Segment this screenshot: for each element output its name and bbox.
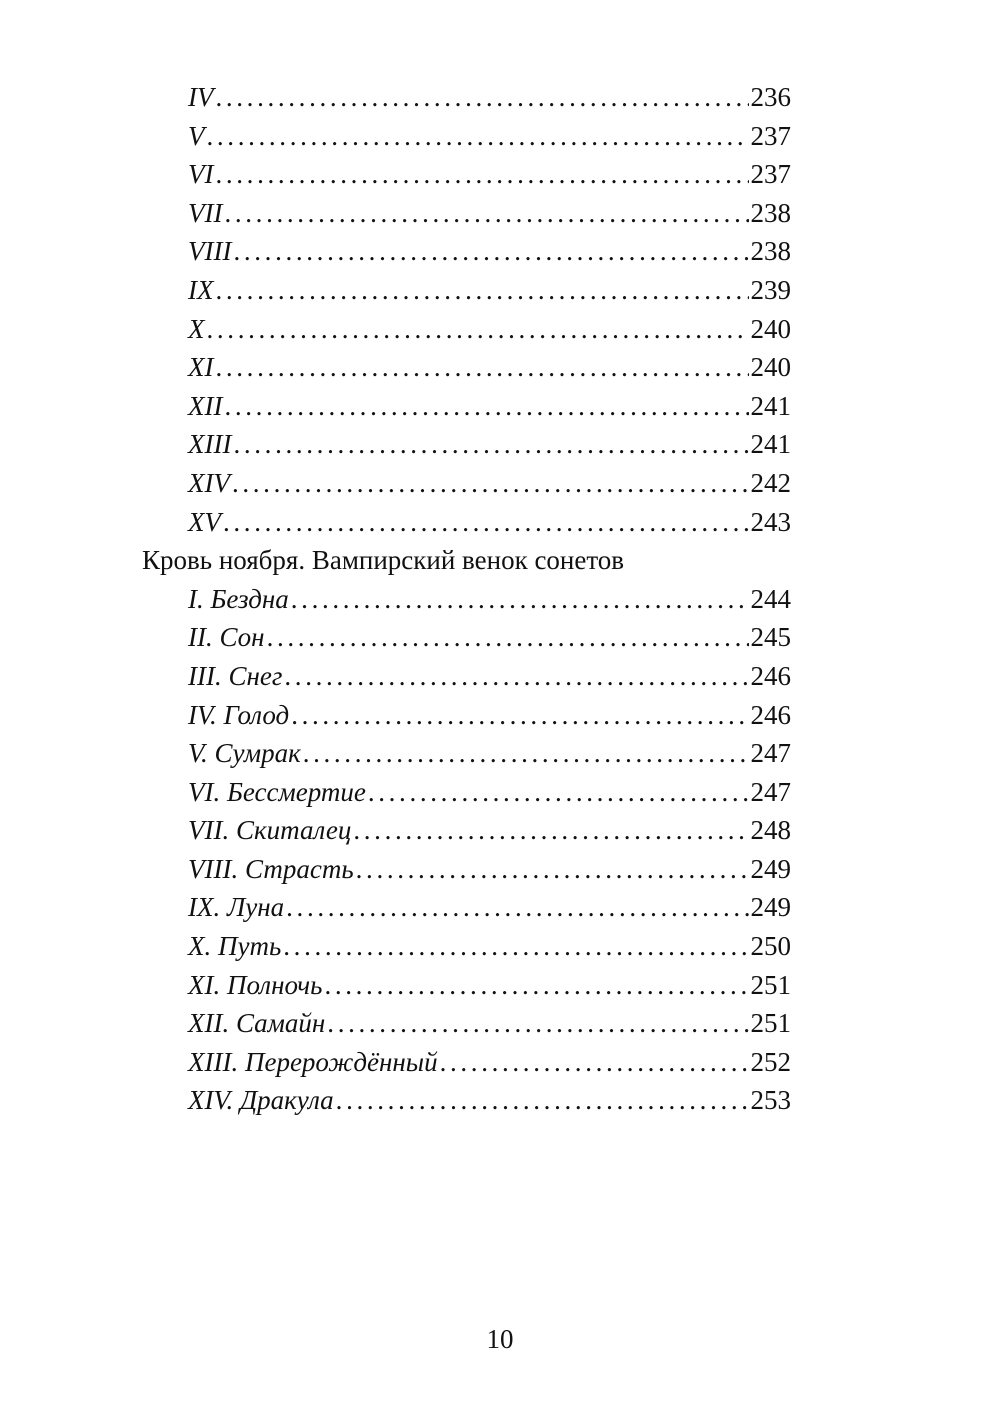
toc-leader-dots xyxy=(353,811,748,850)
toc-leader-dots xyxy=(291,580,749,619)
toc-entry xyxy=(188,348,791,387)
toc-entry-page: 240 xyxy=(750,352,791,383)
toc-entry-page: 250 xyxy=(750,931,791,962)
toc-entry-page: 247 xyxy=(750,776,791,807)
toc-entry-title: XIV xyxy=(188,467,230,498)
toc-entry-title: IX xyxy=(188,274,214,305)
toc-leader-dots xyxy=(207,310,749,349)
toc-leader-dots xyxy=(284,657,748,696)
toc-entry-page: 249 xyxy=(750,853,791,884)
toc-entry-row xyxy=(0,657,1000,696)
toc-leader-dots xyxy=(207,117,749,156)
toc-entry-page: 246 xyxy=(750,699,791,730)
toc-leader-dots xyxy=(232,464,749,503)
toc-entry-page: 240 xyxy=(750,313,791,344)
toc-leader-dots xyxy=(215,78,748,117)
toc-entry-title: III. Снег xyxy=(188,660,283,691)
toc-entry-title: XIII. Перерождённый xyxy=(188,1046,438,1077)
toc-entry-page: 237 xyxy=(750,159,791,190)
toc-entry xyxy=(188,117,791,156)
toc-entry-page: 241 xyxy=(750,390,791,421)
toc-entry-row xyxy=(0,773,1000,812)
toc-leader-dots xyxy=(368,773,749,812)
toc-entry-page: 252 xyxy=(750,1046,791,1077)
toc-entry xyxy=(188,734,791,773)
toc-entry xyxy=(188,1043,791,1082)
toc-entry xyxy=(188,310,791,349)
toc-entry-page: 248 xyxy=(750,815,791,846)
toc-entry-row xyxy=(0,464,1000,503)
toc-leader-dots xyxy=(336,1081,749,1120)
toc-entry-title: VI. Бессмертие xyxy=(188,776,366,807)
toc-entry-row xyxy=(0,618,1000,657)
toc-entry xyxy=(188,232,791,271)
toc-entry-page: 253 xyxy=(750,1085,791,1116)
toc-entry-row xyxy=(0,734,1000,773)
toc-entry-title: XIV. Дракула xyxy=(188,1085,334,1116)
toc-entry-title: IV xyxy=(188,82,214,112)
toc-entry-title: XI xyxy=(188,352,214,383)
toc-entry-row xyxy=(0,348,1000,387)
toc-entry-page: 245 xyxy=(750,622,791,653)
toc-entry-row xyxy=(0,194,1000,233)
toc-entry xyxy=(188,811,791,850)
toc-entry-title: VIII. Страсть xyxy=(188,853,354,884)
toc-entry xyxy=(188,78,791,117)
toc-entry-row xyxy=(0,271,1000,310)
toc-entry-page: 251 xyxy=(750,969,791,1000)
toc-entry-title: V xyxy=(188,120,205,151)
toc-entry xyxy=(188,580,791,619)
toc-entry-row xyxy=(0,966,1000,1005)
toc-entry-page: 237 xyxy=(750,120,791,151)
toc-entry-row xyxy=(0,387,1000,426)
toc-entry-row xyxy=(0,580,1000,619)
toc-entry-row xyxy=(0,1043,1000,1082)
toc-entry xyxy=(188,387,791,426)
toc-entry xyxy=(188,1081,791,1120)
toc-entry-title: IX. Луна xyxy=(188,892,285,923)
toc-leader-dots xyxy=(224,387,748,426)
toc-entry-page: 247 xyxy=(750,738,791,769)
toc-entry-row xyxy=(0,155,1000,194)
toc-entry-title: V. Сумрак xyxy=(188,738,301,769)
toc-entry-row xyxy=(0,310,1000,349)
toc-entry-title: VI xyxy=(188,159,214,190)
toc-section-heading: Кровь ноября. Вампирский венок сонетов xyxy=(142,545,625,576)
toc-leader-dots xyxy=(356,850,749,889)
toc-leader-dots xyxy=(286,888,748,927)
toc-entry xyxy=(188,155,791,194)
toc-entry-title: XIII xyxy=(188,429,232,460)
toc-leader-dots xyxy=(324,966,748,1005)
toc-entry-page: 239 xyxy=(750,274,791,305)
toc-leader-dots xyxy=(283,927,748,966)
toc-entry-title: XV xyxy=(188,506,221,537)
toc-entry-title: I. Бездна xyxy=(188,583,289,614)
toc-leader-dots xyxy=(327,1004,748,1043)
toc-entry-row xyxy=(0,811,1000,850)
toc-entry-row xyxy=(0,1081,1000,1120)
toc-entry-row xyxy=(0,503,1000,542)
page-number: 10 xyxy=(486,1324,514,1354)
toc-entry-title: X. Путь xyxy=(188,931,282,962)
toc-entry-title: XII. Самайн xyxy=(188,1008,326,1039)
toc-entry xyxy=(188,696,791,735)
toc-entry-page: 242 xyxy=(750,467,791,498)
toc-entry xyxy=(188,464,791,503)
toc-entry xyxy=(188,425,791,464)
toc-entry xyxy=(188,773,791,812)
toc-entry-title: X xyxy=(188,313,205,344)
toc-leader-dots xyxy=(291,696,748,735)
toc-leader-dots xyxy=(215,155,748,194)
toc-entry-row xyxy=(0,927,1000,966)
toc-entry-title: VIII xyxy=(188,236,232,267)
toc-entry-page: 246 xyxy=(750,660,791,691)
table-of-contents xyxy=(0,78,1000,1120)
toc-entry-row xyxy=(0,888,1000,927)
toc-entry-page: 238 xyxy=(750,236,791,267)
toc-entry xyxy=(188,927,791,966)
toc-entry-row xyxy=(0,232,1000,271)
toc-leader-dots xyxy=(215,348,748,387)
toc-entry-title: VII xyxy=(188,197,223,228)
toc-entry xyxy=(188,503,791,542)
toc-leader-dots xyxy=(224,194,748,233)
toc-leader-dots xyxy=(215,271,748,310)
toc-entry-row xyxy=(0,78,1000,117)
toc-entry xyxy=(188,1004,791,1043)
toc-entry xyxy=(188,194,791,233)
toc-entry-row xyxy=(0,696,1000,735)
toc-entry xyxy=(188,271,791,310)
toc-entry-page: 236 xyxy=(750,82,791,112)
toc-entry xyxy=(188,966,791,1005)
toc-entry-row xyxy=(0,117,1000,156)
toc-entry-title: VII. Скиталец xyxy=(188,815,352,846)
toc-entry-page: 251 xyxy=(750,1008,791,1039)
toc-leader-dots xyxy=(223,503,749,542)
toc-entry-row xyxy=(0,425,1000,464)
toc-entry-title: II. Сон xyxy=(188,622,265,653)
toc-entry-page: 244 xyxy=(750,583,791,614)
toc-entry-row xyxy=(0,1004,1000,1043)
toc-entry xyxy=(188,618,791,657)
toc-leader-dots xyxy=(267,618,749,657)
toc-section-heading-row xyxy=(0,541,1000,580)
toc-entry-title: XII xyxy=(188,390,223,421)
toc-leader-dots xyxy=(233,232,748,271)
toc-leader-dots xyxy=(303,734,749,773)
toc-entry-page: 243 xyxy=(750,506,791,537)
toc-entry-page: 249 xyxy=(750,892,791,923)
toc-entry-title: IV. Голод xyxy=(188,699,290,730)
toc-entry-row xyxy=(0,850,1000,889)
toc-entry xyxy=(188,850,791,889)
toc-entry-title: XI. Полночь xyxy=(188,969,323,1000)
toc-entry-page: 238 xyxy=(750,197,791,228)
toc-leader-dots xyxy=(440,1043,749,1082)
toc-entry-page: 241 xyxy=(750,429,791,460)
toc-leader-dots xyxy=(233,425,748,464)
toc-entry xyxy=(188,657,791,696)
toc-entry xyxy=(188,888,791,927)
